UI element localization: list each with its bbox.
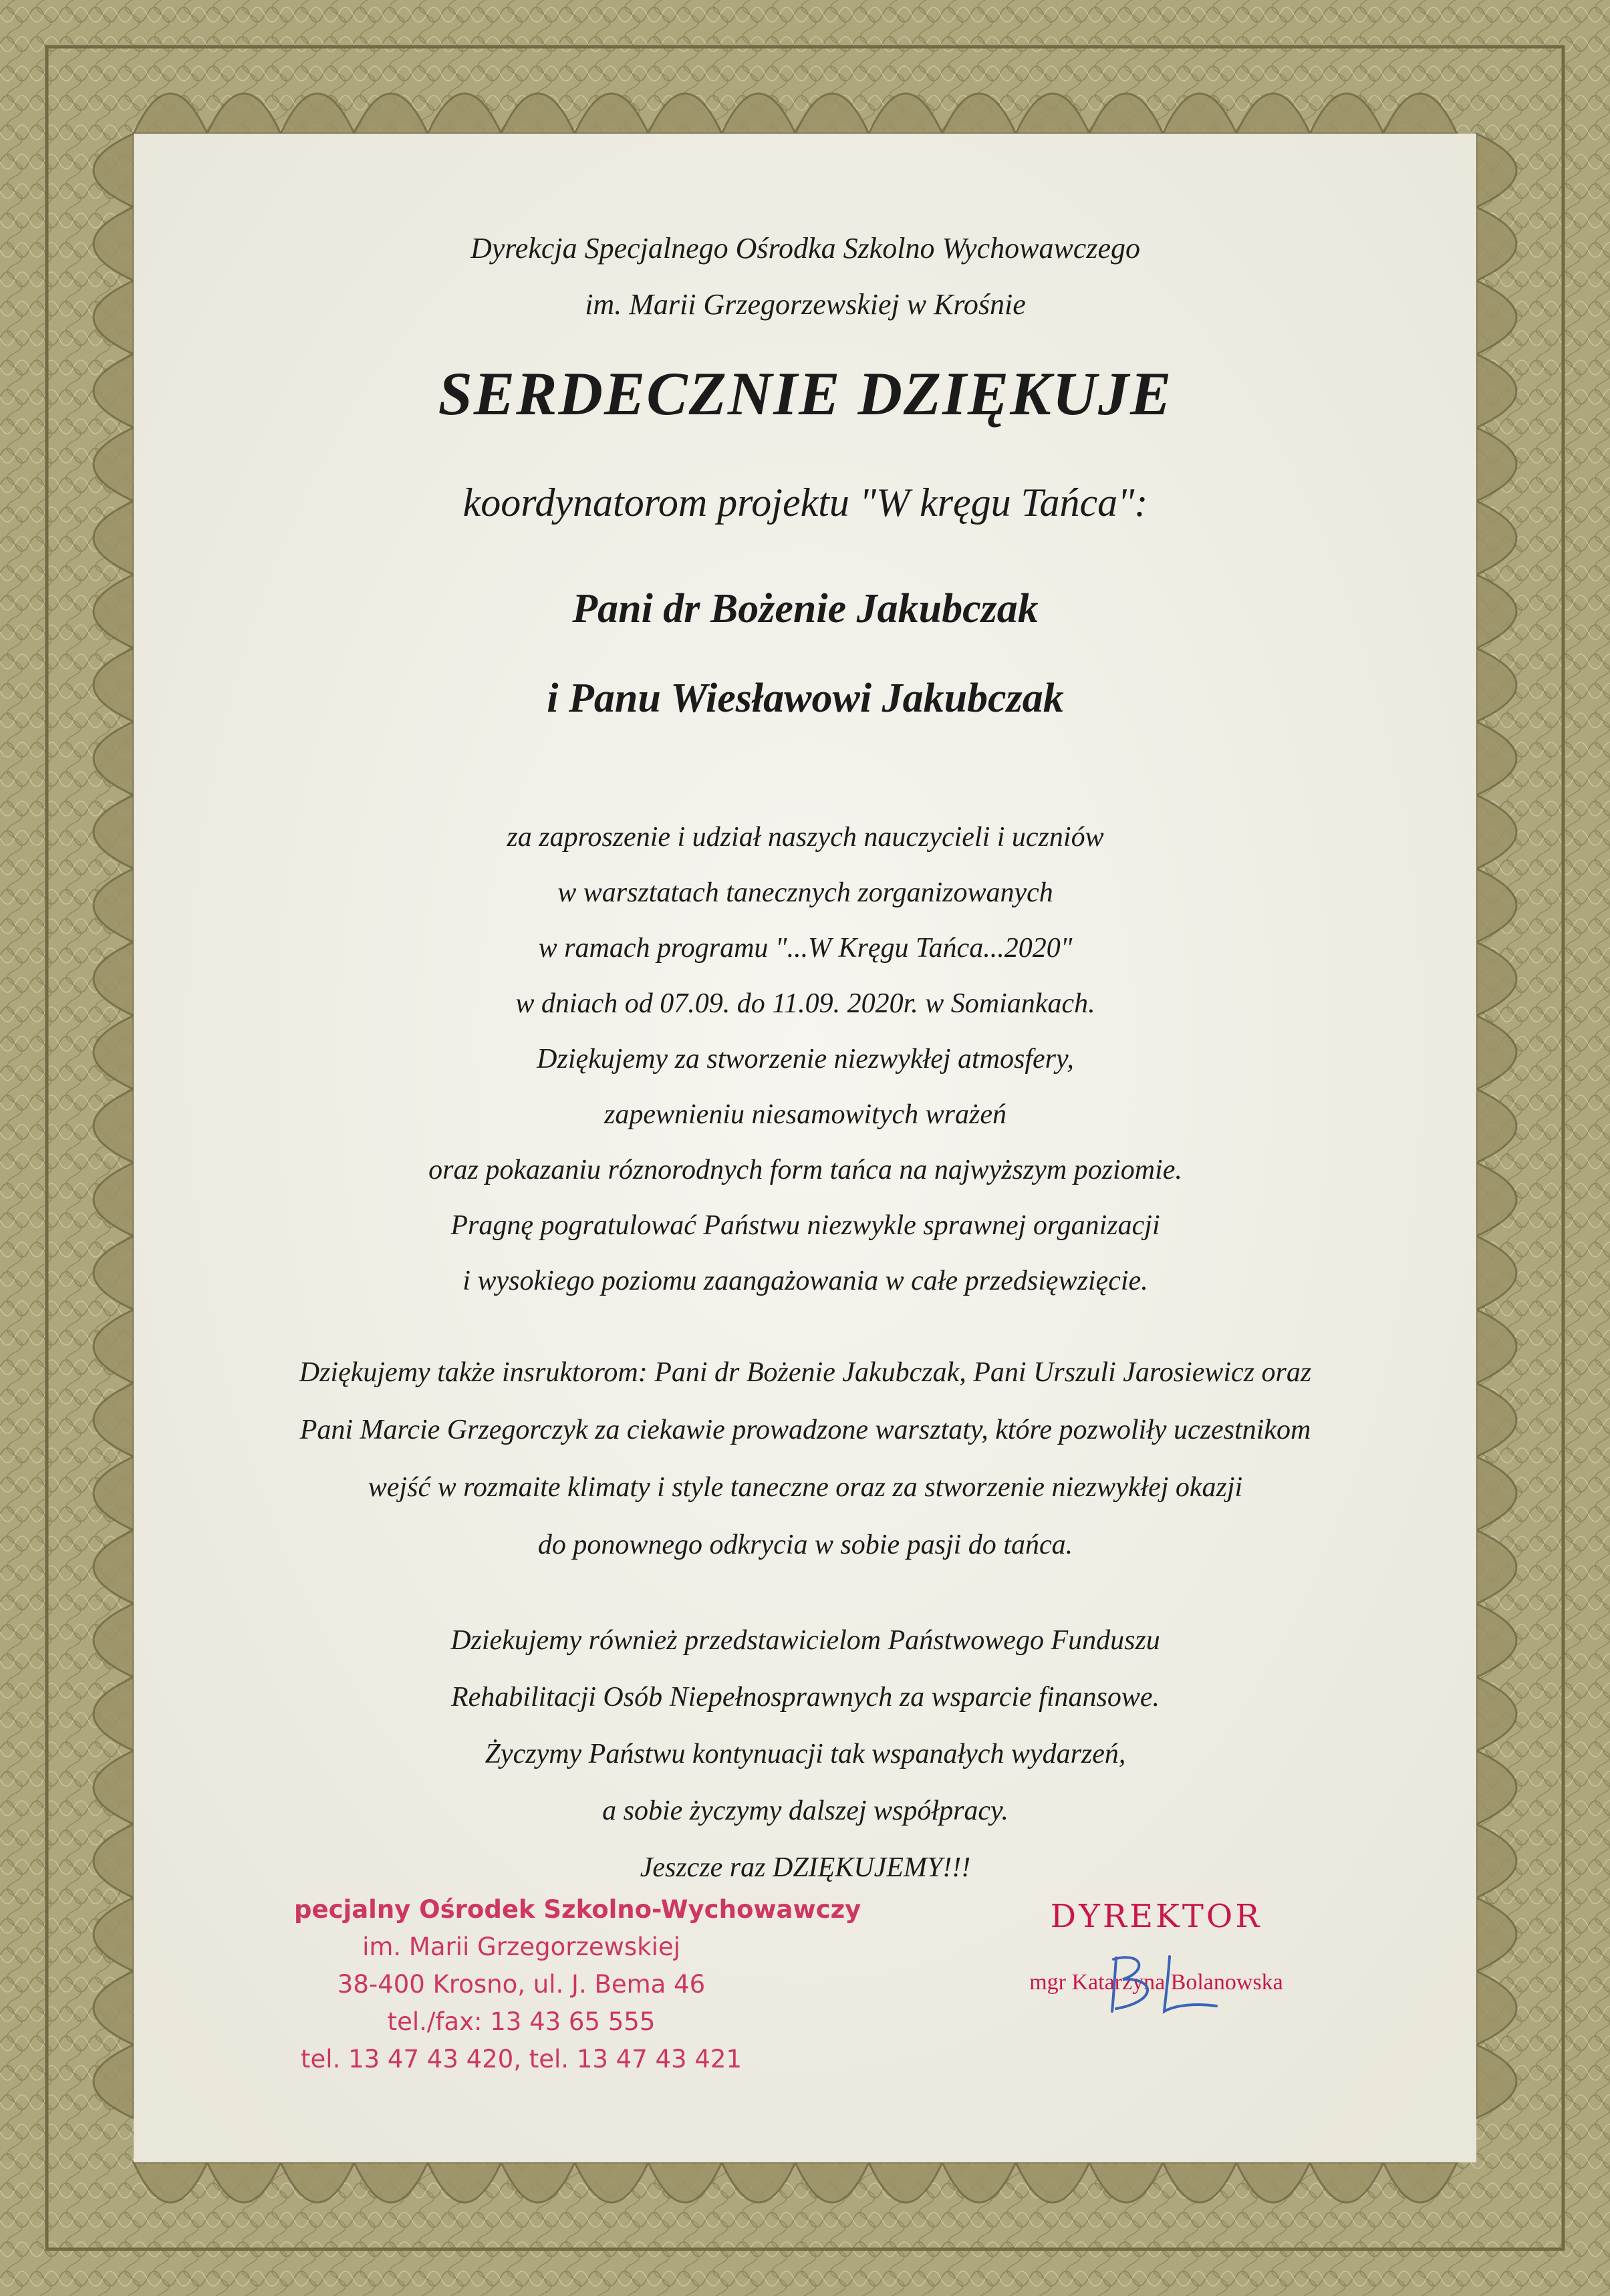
recipients-block: [140, 564, 1470, 743]
paragraph-2-line: Pani Marcie Grzegorczyk za ciekawie prowadzone warsztaty, które pozwoliły uczestnikom: [299, 1415, 1311, 1445]
certificate-title: SERDECZNIE DZIĘKUJE: [438, 360, 1173, 428]
paragraph-1-line: za zaproszenie i udział naszych nauczycieli i uczniów: [507, 822, 1104, 853]
paragraph-2-line: do ponownego odkrycia w sobie pasji do tańca.: [537, 1530, 1073, 1560]
stamp-line: tel. 13 47 43 420, tel. 13 47 43 421: [301, 2045, 742, 2073]
stamp-line: 38-400 Krosno, ul. J. Bema 46: [337, 1970, 706, 1999]
paragraph-2: [140, 1344, 1470, 1574]
paragraph-3-line: Życzymy Państwu kontynuacji tak wspanałych wydarzeń,: [485, 1739, 1126, 1769]
certificate-body: [140, 221, 1470, 2092]
header-line-1: Dyrekcja Specjalnego Ośrodka Szkolno Wychowawczego: [471, 232, 1140, 265]
director-name: mgr Katarzyna Bolanowska: [1029, 1970, 1283, 1995]
director-title: DYREKTOR: [1050, 1898, 1262, 1935]
handwritten-signature: [1096, 1945, 1230, 2018]
paragraph-1-line: Dziękujemy za stworzenie niezwykłej atmosfery,: [537, 1044, 1074, 1074]
stamp-line: pecjalny Ośrodek Szkolno-Wychowawczy: [294, 1895, 861, 1924]
institution-stamp: [294, 1891, 861, 2078]
paragraph-1-line: oraz pokazaniu róznorodnych form tańca na najwyższym poziomie.: [428, 1155, 1182, 1185]
paragraph-3-line: Jeszcze raz DZIĘKUJEMY!!!: [640, 1852, 971, 1883]
paragraph-1-line: w warsztatach tanecznych zorganizowanych: [557, 877, 1053, 908]
paragraph-1: [140, 810, 1470, 1309]
paragraph-1-line: Pragnę pogratulować Państwu niezwykle sprawnej organizacji: [450, 1210, 1160, 1241]
recipient-2: i Panu Wiesławowi Jakubczak: [547, 676, 1064, 721]
paragraph-1-line: i wysokiego poziomu zaangażowania w całe przedsięwzięcie.: [462, 1266, 1148, 1296]
paragraph-1-line: zapewnieniu niesamowitych wrażeń: [604, 1099, 1007, 1130]
header-line-2: im. Marii Grzegorzewskiej w Krośnie: [585, 288, 1026, 321]
stamp-line: tel./fax: 13 43 65 555: [387, 2007, 656, 2036]
paragraph-3-line: Dziekujemy również przedstawicielom Państwowego Funduszu: [450, 1625, 1160, 1656]
paragraph-1-line: w ramach programu "...W Kręgu Tańca...2020": [538, 933, 1073, 964]
recipient-1: Pani dr Bożenie Jakubczak: [572, 586, 1039, 631]
paragraph-3-line: Rehabilitacji Osób Niepełnosprawnych za wsparcie finansowe.: [450, 1682, 1160, 1713]
stamp-line: im. Marii Grzegorzewskiej: [362, 1932, 680, 1961]
paragraph-2-line: Dziękujemy także insruktorom: Pani dr Bożenie Jakubczak, Pani Urszuli Jarosiewicz oraz: [299, 1357, 1312, 1388]
paragraph-1-line: w dniach od 07.09. do 11.09. 2020r. w Somiankach.: [515, 988, 1095, 1019]
paragraph-3-line: a sobie życzymy dalszej współpracy.: [602, 1796, 1009, 1826]
paragraph-2-line: wejść w rozmaite klimaty i style taneczne oraz za stworzenie niezwykłej okazji: [368, 1472, 1243, 1503]
director-signature-block: [1002, 1898, 1310, 1995]
paragraph-3: [140, 1612, 1470, 1896]
subtitle: koordynatorom projektu "W kręgu Tańca":: [462, 480, 1148, 525]
